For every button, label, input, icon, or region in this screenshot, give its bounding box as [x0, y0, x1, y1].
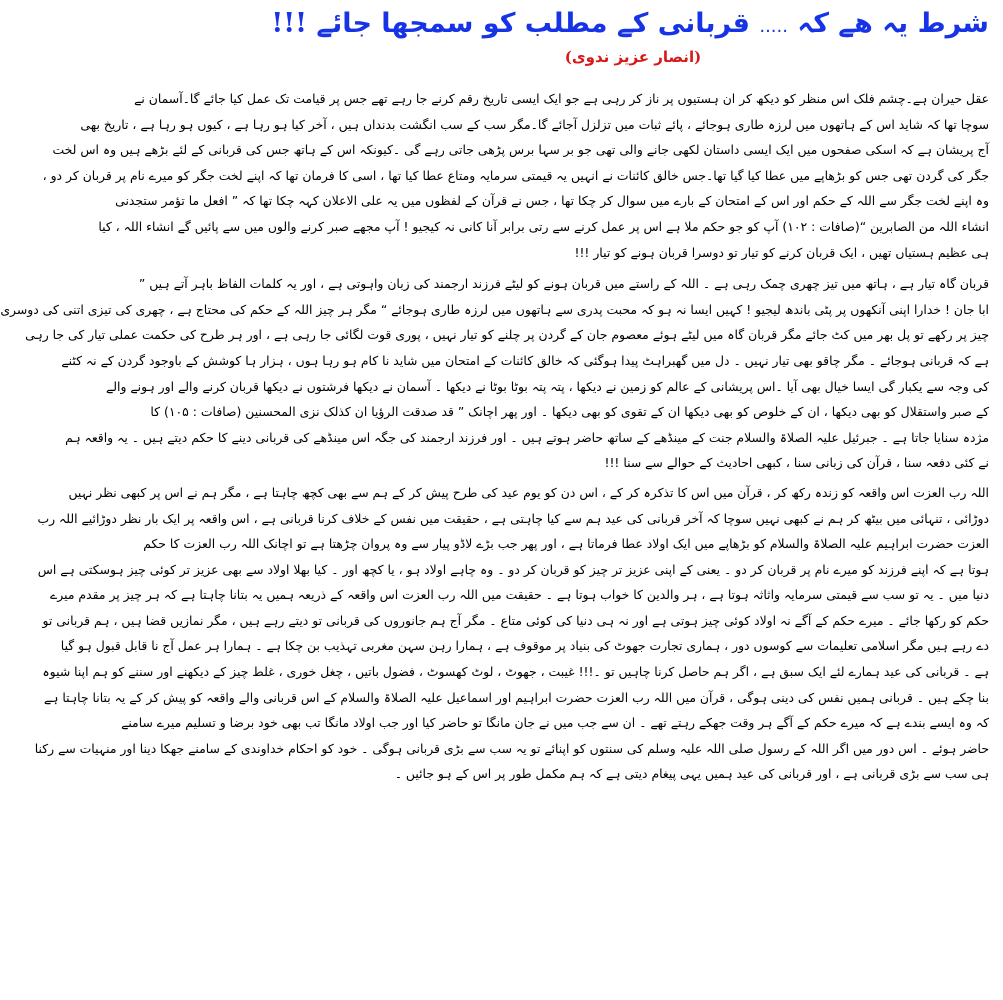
author-name: انصار عزیز ندوی [571, 48, 695, 66]
body-line: بنا چکے ہیں ۔ قربانی ہمیں نفس کی دینی ہوگی ، قرآن میں اللہ رب العزت حضرت ابراہیم اور اسماعیل علیہ الصلاۃ والسلام کے اس قربانی والے واقعہ کو پیش کر کے یہ بتانا چاہتا ہے [43, 689, 989, 705]
body-line: عقل حیران ہے۔چشم فلک اس منظر کو دیکھ کر ان ہستیوں پر ناز کر رہی ہے جو ایک ایسی تاریخ رقم کرنے جا رہے تھے جس پر قیامت تک عمل کیا جائے گا۔آسمان نے [134, 91, 989, 106]
headline-dots: ..... [759, 16, 788, 37]
body-line: دے رہے ہیں مگر اسلامی تعلیمات سے کوسوں دور ، ہماری تجارت جھوٹ کی بنیاد پر موقوف ہے ، ہمارا رہن سہن مغربی تہذیب بن چکا ہے ۔ ہمارا ہر عمل آج نا قابل قبول ہو گیا [60, 638, 989, 654]
body-line: اللہ رب العزت اس واقعہ کو زندہ رکھ کر ، قرآن میں اس کا تذکرہ کر کے ، اس دن کو یوم عید کی طرح پیش کر کے ہم سے بھی کچھ چاہتا ہے ، مگر ہم نے اس پر کبھی نظر نہیں [68, 484, 989, 500]
byline-row [277, 46, 989, 74]
headline [271, 4, 989, 44]
body-line: ہی عظیم ہستیاں تھیں ، ایک قربان کرنے کو تیار تو دوسرا قربان ہونے کو تیار !!! [574, 244, 989, 260]
body-line: وہ اپنے لخت جگر سے اللہ کے حکم اور اس کے امتحان کے بارے میں سوال کر چکا تھا ، جس نے قرآن کے لفظوں میں یہ علی الاعلان کہہ چکا تھا کہ ” افعل ما تؤمر ستجدنی [115, 193, 989, 209]
body-line: آج پریشان ہے کہ اسکی صفحوں میں ایک ایسی داستان لکھی جانے والی تھی جو بر سہا برس پڑھی جاتی رہے گی ۔کیونکہ اس کے ہاتھ جس کی قربانی کے لئے بڑھے ہیں وہ اس لخت [52, 142, 989, 158]
body-line: العزت حضرت ابراہیم علیہ الصلاۃ والسلام کو بڑھاپے میں ایک اولاد عطا فرماتا ہے ، اور پھر جب بڑے لاڈو پیار سے وہ پروان چڑھتا ہے تو اچانک اللہ رب العزت کا حکم [143, 536, 989, 552]
byline-close-paren: ) [564, 48, 572, 66]
headline-exclaim: !!! [271, 8, 307, 39]
body-line: مژدہ سنایا جاتا ہے ۔ جبرئیل علیہ الصلاۃ والسلام جنت کے مینڈھے کے ساتھ حاضر ہوتے ہیں ۔ اور فرزند ارجمند کی جگہ اس مینڈھے کی قربانی دینے کا حکم دیتے ہیں ۔ یہ واقعہ ہم [65, 429, 989, 445]
body-line: حکم کو رکھا جائے ۔ میرے حکم کے آگے نہ اولاد کوئی چیز ہوتی ہے اور نہ ہی دنیا کی کوئی متاع ۔ مگر آج ہم جانوروں کی قربانی تو دیتے رہے ہیں ، مگر نمازیں قضا ہیں ، ہم قربانی تو [42, 612, 989, 628]
body-line: ہوتا ہے کہ اپنے فرزند کو میرے نام پر قربان کر دو ۔ یعنی کے اپنی عزیز تر چیز کو قربان کر دو ۔ وہ چاہے اولاد ہو ، یا کچھ اور ۔ کیا بھلا اولاد سے بھی عزیز تر کوئی چیز ہوسکتی ہے اس [37, 561, 989, 577]
headline-main: شرط یہ ھے کہ [797, 8, 989, 39]
body-line: چیز پر رکھے تو پل بھر میں کٹ جائے مگر قربان گاہ میں لیٹے ہوئے معصوم جان کے گردن پر چلنے کو تیار نہیں ، پوری قوت لگائی جا رہی ہے ، اور ہر طرح کی حکمت عملی تیار کی جا رہی [25, 327, 989, 343]
body-line: ابا جان ! خدارا اپنی آنکھوں پر پٹی باندھ لیجیو ! کہیں ایسا نہ ہو کہ محبت پدری سے ہاتھوں میں لرزہ طاری ہوجائے “ مگر ہر چیز اللہ کے حکم کی محتاج ہے ، چھری کی تیزی اتنی کی دوسری [0, 301, 989, 317]
body-line: انشاء اللہ من الصابرین “(صافات : ۱۰۲) آپ کو جو حکم ملا ہے اس پر عمل کرنے سے رتی برابر آنا کانی نہ کیجیو ! آپ مجھے صبر کرنے والوں میں سے پائیں گے انشاء اللہ ، کیا [98, 218, 989, 234]
body-line: ہی سب سے بڑی قربانی ہے ، اور قربانی کی عید ہمیں یہی پیغام دیتی ہے کہ ہم مکمل طور پر اس کے ہو جائیں ۔ [394, 766, 989, 782]
body-line: دوڑائی ، تنہائی میں بیٹھ کر ہم نے کبھی نہیں سوچا کہ آخر قربانی کی عید ہم سے کیا چاہتی ہے ، حقیقت میں نفس کے خلاف کرنا قربانی ہے ، اس واقعہ پر ایک بار نظر دوڑائیے اللہ رب [37, 510, 989, 526]
byline-open-paren: ( [694, 48, 702, 66]
body-line: قربان گاہ تیار ہے ، ہاتھ میں تیز چھری چمک رہی ہے ۔ اللہ کے راستے میں قربان ہونے کو لیٹے فرزند ارجمند کی زبان واہوتی ہے ، اور یہ کلمات الفاظ باہر آتے ہیں ” [138, 276, 989, 292]
body-line: نے کئی دفعہ سنا ، قرآن کی زبانی سنا ، کبھی احادیث کے حوالے سے سنا !!! [604, 455, 989, 471]
body-line: ہے ۔ قربانی کی عید ہمارے لئے ایک سبق ہے ، اگر ہم حاصل کرنا چاہیں تو ۔!!! غیبت ، جھوٹ ، لوٹ کھسوٹ ، فضول باتیں ، چغل خوری ، غلط چیز کے دیکھنے اور سننے کو ہم اپنا شیوہ [42, 664, 989, 680]
body-line: سوچا تھا کہ شاید اس کے ہاتھوں میں لرزہ طاری ہوجائے ، پائے ثبات میں تزلزل آجائے گا۔مگر سب کے سب انگشت بدنداں ہیں ، آخر کیا ہو رہا ہے ، کیوں ہو رہا ہے ، تاریخ بھی [80, 116, 989, 132]
body-line: کی وجہ سے یکبار گی ایسا خیال بھی آیا ۔اس پریشانی کے عالم کو زمین نے دیکھا ، پتہ پتہ بوٹا بوٹا نے دیکھا ۔ آسمان نے دیکھا فرشتوں نے دیکھا قربان کرنے والے اور ہونے والے [105, 378, 989, 394]
body-line: کے صبر واستقلال کو بھی دیکھا ، ان کے خلوص کو بھی دیکھا ان کے تقوی کو بھی دیکھا ۔ اور پھر اچانک ” قد صدقت الرؤیا ان کذلک نزی المحسنین (صافات : ۱۰۵) کا [150, 404, 989, 420]
headline-rest: قربانی کے مطلب کو سمجھا جائے [316, 8, 750, 39]
article-body [0, 86, 989, 787]
author-byline [565, 46, 701, 68]
body-line: دنیا میں ۔ یہ تو سب سے قیمتی سرمایہ واثاثہ ہوتا ہے ، ہر والدین کا خواب ہوتا ہے ۔ حقیقت میں اللہ رب العزت اس واقعہ کے ذریعہ ہمیں یہ بتانا چاہتا ہے کہ ہر چیز پر مقدم میرے [50, 587, 989, 603]
body-line: کہ وہ ایسے بندے ہے کہ میرے حکم کے آگے ہر وقت جھکے رہتے تھے ۔ ان سے جب میں نے جان مانگا تو حاضر کیا اور جب اولاد مانگا تب بھی خود برضا و تسلیم میرے سامنے [121, 715, 989, 731]
body-line: ہے کہ قربانی ہوجائے ۔ مگر چاقو بھی تیار نہیں ۔ دل میں گھبراہٹ پیدا ہوگئی کہ خالق کائنات کے امتحان میں شاید نا کام ہو رہا ہوں ، ہزار ہا کوشش کے باوجود گردن کے نہ کٹنے [61, 352, 989, 368]
body-line: حاضر ہوئے ۔ اس دور میں اگر اللہ کے رسول صلی اللہ علیہ وسلم کی سنتوں کو اپنائے تو یہ سب سے بڑی قربانی ہوگی ۔ خود کو احکام خداوندی کے سامنے جھکا دینا اور منہیات سے رکنا [34, 740, 989, 756]
body-line: جگر کی گردن تھی جس کو بڑھاپے میں عطا کیا گیا تھا۔جس خالق کائنات نے انہیں یہ قیمتی سرمایہ ومتاع عطا کیا تھا ، اسی کا فرمان تھا کہ اپنے لخت جگر کو میرے نام پر قربان کر دو ، [42, 167, 989, 183]
